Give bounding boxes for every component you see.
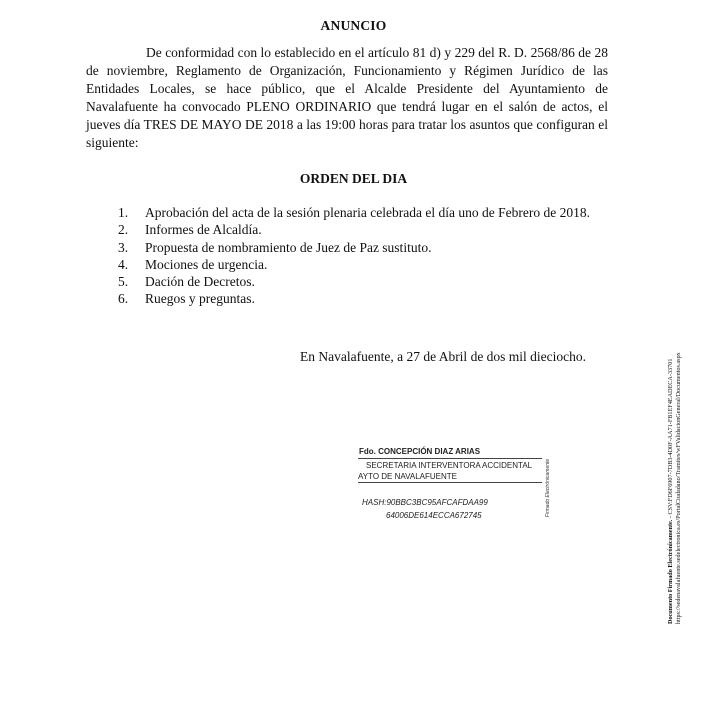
- signature-block: [352, 447, 558, 523]
- signer-organization: AYTO DE NAVALAFUENTE: [358, 472, 457, 481]
- signer-name: Fdo. CONCEPCIÓN DIAZ ARIAS: [359, 447, 481, 456]
- stamp-url: https://sedenavalafuente.sedelectronica.es/PortalCiudadano/Tramites/wFValidacionGeneral/Documentos.aspx: [675, 352, 682, 624]
- intro-paragraph: De conformidad con lo establecido en el artículo 81 d) y 229 del R. D. 2568/86 de 28 de noviembre, Reglamento de Organización, Funcionamiento y Régimen Jurídico de las Entidades Locales, se hace público, que el Alcalde Presidente del Ayuntamiento de Navalafuente ha convocado PLENO ORDINARIO que tendrá lugar en el salón de actos, el jueves día TRES DE MAYO DE 2018 a las 19:00 horas para tratar los asuntos que configuran el siguiente:: [86, 45, 608, 150]
- agenda-item: [118, 204, 608, 221]
- signature-hash-line-2: 64006DE614ECCA672745: [386, 511, 482, 520]
- agenda-item-number: 5.: [118, 274, 129, 290]
- agenda-list: [118, 204, 608, 308]
- agenda-item: [118, 273, 608, 290]
- electronic-signature-stamp: [652, 262, 698, 624]
- agenda-item-number: 4.: [118, 256, 129, 272]
- agenda-item-number: 3.: [118, 239, 129, 255]
- stamp-label: Documento Firmado Electrónicamente.: [667, 519, 674, 624]
- agenda-item: [118, 221, 608, 238]
- document-title: ANUNCIO: [320, 18, 387, 33]
- agenda-item-number: 2.: [118, 222, 129, 238]
- place-date: En Navalafuente, a 27 de Abril de dos mil dieciocho.: [300, 349, 587, 364]
- agenda-item-text: Ruegos y preguntas.: [145, 291, 255, 307]
- agenda-item-text: Mociones de urgencia.: [145, 256, 268, 272]
- signature-divider: [358, 458, 542, 459]
- signer-role: SECRETARIA INTERVENTORA ACCIDENTAL: [366, 461, 533, 470]
- agenda-heading: ORDEN DEL DIA: [299, 171, 408, 186]
- agenda-item-text: Aprobación del acta de la sesión plenaria celebrada el día uno de Febrero de 2018.: [145, 205, 590, 220]
- signature-divider: [358, 482, 542, 483]
- agenda-item-text: Informes de Alcaldía.: [145, 222, 262, 238]
- signature-side-label: Firmado Electrónicamente: [545, 458, 551, 518]
- agenda-item: [118, 239, 608, 256]
- stamp-line-1: [667, 262, 675, 624]
- agenda-item-number: 6.: [118, 291, 129, 307]
- agenda-item-text: Dación de Decretos.: [145, 274, 255, 290]
- agenda-item-number: 1.: [118, 205, 129, 220]
- agenda-item: [118, 256, 608, 273]
- agenda-item-text: Propuesta de nombramiento de Juez de Paz sustituto.: [145, 239, 432, 255]
- agenda-item: [118, 290, 608, 307]
- signature-hash-line-1: HASH:90BBC3BC95AFCAFDAA99: [362, 498, 488, 507]
- stamp-csv: - CSV:FD6F6907-7DB3-4D0F-AA71-FB1EF4EADECA-33701: [667, 358, 674, 520]
